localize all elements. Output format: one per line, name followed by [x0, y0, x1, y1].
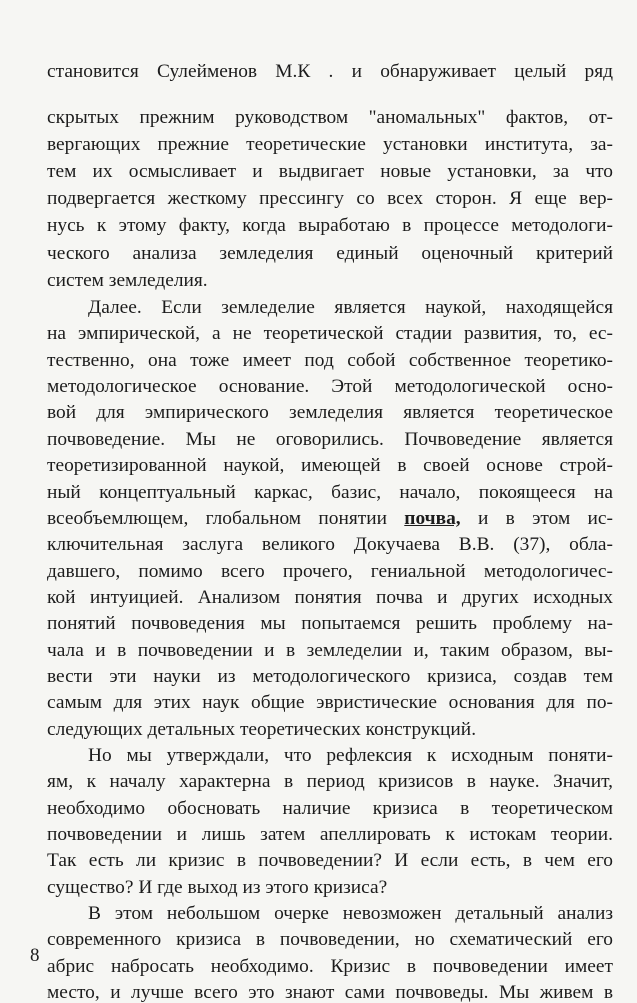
text-line: понятий почвоведения мы попытаемся решить проблему на-: [47, 613, 613, 635]
text-line: на эмпирической, а не теоретической стадии развития, то, ес-: [47, 323, 613, 345]
text-line: современного кризиса в почвоведении, но схематический его: [47, 929, 613, 951]
text-line: место, и лучше всего это знают сами почвоведы. Мы живем в: [47, 982, 613, 1003]
text-line: ный концептуальный каркас, базис, начало, покоящееся на: [47, 481, 613, 503]
text-line: существо? И где выход из этого кризиса?: [47, 876, 388, 898]
text-line: тем их осмысливает и выдвигает новые установки, за что: [47, 161, 613, 183]
text-line: вести эти науки из методологического кризиса, создав тем: [47, 665, 613, 687]
text-line: Но мы утверждали, что рефлексия к исходным поняти-: [88, 745, 613, 766]
text-line: методологическое основание. Этой методологической осно-: [47, 376, 613, 398]
text-line: необходимо обосновать наличие кризиса в теоретическом: [47, 797, 613, 819]
text-line: кой интуицией. Анализом понятия почва и других исходных: [47, 586, 613, 608]
text-line: почвоведении и лишь затем апеллировать к истокам теории.: [47, 824, 613, 845]
underlined-term: почва,: [404, 507, 461, 529]
text-line: давшего, помимо всего прочего, гениальной методологичес-: [47, 560, 613, 582]
text-line: ям, к началу характерна в период кризисов в науке. Значит,: [47, 771, 613, 793]
text-line: чала и в почвоведении и в земледелии и, таким образом, вы-: [47, 639, 613, 661]
text-line: следующих детальных теоретических конструкций.: [47, 718, 477, 740]
text-segment: и в этом ис-: [477, 507, 613, 529]
text-segment: всеобъемлющем, глобальном понятии: [47, 507, 387, 529]
text-line: Так есть ли кризис в почвоведении? И если есть, в чем его: [47, 850, 613, 872]
text-line: самым для этих наук общие эвристические основания для по-: [47, 692, 613, 714]
text-line: ключительная заслуга великого Докучаева В.В. (37), обла-: [47, 534, 613, 556]
text-line: [47, 509, 613, 528]
text-line: нусь к этому факту, когда выработаю в процессе методологи-: [47, 215, 613, 237]
text-line: Далее. Если земледелие является наукой, находящейся: [88, 297, 613, 318]
text-line: скрытых прежним руководством "аномальных" фактов, от-: [47, 107, 613, 128]
page-number: 8: [30, 945, 40, 966]
text-line: тественно, она тоже имеет под собой собственное теоретико-: [47, 349, 613, 371]
text-line: В этом небольшом очерке невозможен детальный анализ: [88, 903, 613, 925]
text-line: вой для эмпирического земледелия является теоретическое: [47, 402, 613, 424]
text-line: теоретизированной наукой, имеющей в своей основе строй-: [47, 455, 613, 477]
text-line: абрис набросать необходимо. Кризис в почвоведении имеет: [47, 955, 613, 977]
text-line: подвергается жесткому прессингу со всех сторон. Я еще вер-: [47, 188, 613, 210]
text-line: вергающих прежние теоретические установки института, за-: [47, 134, 613, 156]
text-line: почвоведение. Мы не оговорились. Почвоведение является: [47, 428, 613, 450]
text-line: ческого анализа земледелия единый оценочный критерий: [47, 242, 613, 264]
text-line: становится Сулейменов М.К . и обнаруживает целый ряд: [47, 61, 613, 82]
text-line: систем земледелия.: [47, 269, 208, 291]
